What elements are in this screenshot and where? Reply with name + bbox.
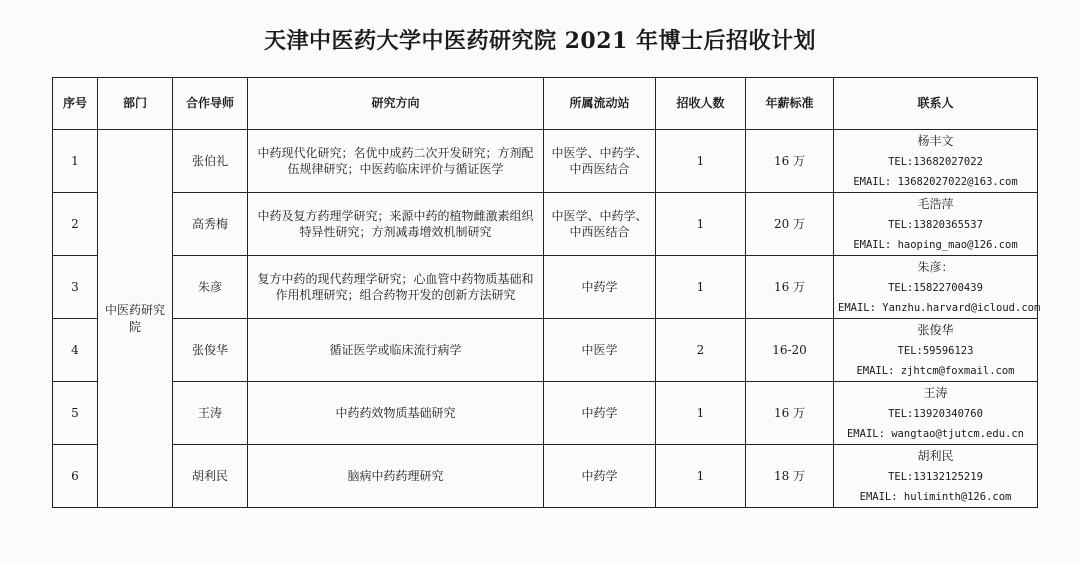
cell-no: 5	[53, 382, 98, 445]
cell-mentor: 张伯礼	[173, 130, 248, 193]
header-row	[53, 78, 1038, 130]
contact-email: EMAIL: haoping_mao@126.com	[853, 239, 1018, 252]
cell-count: 2	[656, 319, 746, 382]
header-direction: 研究方向	[248, 78, 544, 130]
contact-email: EMAIL: huliminth@126.com	[859, 491, 1012, 504]
contact-name: 毛浩萍	[917, 196, 954, 211]
cell-department: 中医药研究院	[98, 130, 173, 508]
contact-email: EMAIL: wangtao@tjutcm.edu.cn	[846, 428, 1024, 441]
cell-direction: 中药药效物质基础研究	[248, 382, 544, 445]
recruitment-table	[52, 77, 1041, 508]
cell-salary: 16 万	[746, 256, 834, 319]
cell-mentor: 朱彦	[173, 256, 248, 319]
cell-mentor: 张俊华	[173, 319, 248, 382]
cell-no: 4	[53, 319, 98, 382]
cell-station: 中药学	[544, 382, 656, 445]
header-salary: 年薪标准	[746, 78, 834, 130]
table-row	[53, 256, 1038, 319]
cell-salary: 20 万	[746, 193, 834, 256]
contact-email: EMAIL: 13682027022@163.com	[853, 176, 1018, 189]
header-contact: 联系人	[834, 78, 1038, 130]
header-mentor: 合作导师	[173, 78, 248, 130]
contact-name: 张俊华	[917, 322, 954, 337]
table-row	[53, 193, 1038, 256]
cell-count: 1	[656, 193, 746, 256]
contact-email: EMAIL: zjhtcm@foxmail.com	[856, 365, 1015, 378]
contact-tel: TEL:13682027022	[888, 155, 983, 168]
cell-no: 3	[53, 256, 98, 319]
table-row	[53, 319, 1038, 382]
cell-contact	[834, 193, 1038, 256]
cell-mentor: 胡利民	[173, 445, 248, 508]
contact-name: 杨丰文	[917, 133, 954, 148]
cell-no: 2	[53, 193, 98, 256]
cell-direction: 脑病中药药理研究	[248, 445, 544, 508]
cell-contact	[834, 256, 1041, 319]
table-row	[53, 130, 1038, 193]
table-row	[53, 382, 1038, 445]
cell-contact	[834, 130, 1038, 193]
cell-no: 6	[53, 445, 98, 508]
table-row	[53, 445, 1038, 508]
cell-station: 中药学	[544, 445, 656, 508]
contact-email: EMAIL: Yanzhu.harvard@icloud.com	[838, 302, 1041, 315]
contact-tel: TEL:13820365537	[888, 218, 983, 231]
cell-direction: 循证医学或临床流行病学	[248, 319, 544, 382]
cell-salary: 18 万	[746, 445, 834, 508]
cell-count: 1	[656, 445, 746, 508]
cell-station: 中医学、中药学、中西医结合	[544, 193, 656, 256]
header-department: 部门	[98, 78, 173, 130]
cell-count: 1	[656, 130, 746, 193]
cell-count: 1	[656, 382, 746, 445]
cell-station: 中医学	[544, 319, 656, 382]
document-title: 天津中医药大学中医药研究院 2021 年博士后招收计划	[263, 28, 817, 54]
contact-tel: TEL:13920340760	[888, 407, 983, 420]
cell-contact	[834, 445, 1038, 508]
cell-salary: 16 万	[746, 130, 834, 193]
contact-name: 朱彦：	[917, 259, 954, 274]
contact-name: 王涛	[923, 385, 948, 400]
header-station: 所属流动站	[544, 78, 656, 130]
cell-mentor: 高秀梅	[173, 193, 248, 256]
cell-salary: 16 万	[746, 382, 834, 445]
cell-direction: 中药及复方药理学研究；来源中药的植物雌激素组织特异性研究；方剂减毒增效机制研究	[248, 193, 544, 256]
header-no: 序号	[53, 78, 98, 130]
cell-contact	[834, 382, 1038, 445]
cell-direction: 中药现代化研究；名优中成药二次开发研究；方剂配伍规律研究；中医药临床评价与循证医学	[248, 130, 544, 193]
cell-no: 1	[53, 130, 98, 193]
header-count: 招收人数	[656, 78, 746, 130]
cell-station: 中药学	[544, 256, 656, 319]
cell-contact	[834, 319, 1038, 382]
contact-tel: TEL:15822700439	[888, 281, 983, 294]
cell-mentor: 王涛	[173, 382, 248, 445]
contact-name: 胡利民	[917, 448, 954, 463]
contact-tel: TEL:59596123	[897, 344, 974, 357]
cell-station: 中医学、中药学、中西医结合	[544, 130, 656, 193]
cell-salary: 16-20	[746, 319, 834, 382]
cell-count: 1	[656, 256, 746, 319]
cell-direction: 复方中药的现代药理学研究；心血管中药物质基础和作用机理研究；组合药物开发的创新方法研究	[248, 256, 544, 319]
contact-tel: TEL:13132125219	[888, 470, 983, 483]
